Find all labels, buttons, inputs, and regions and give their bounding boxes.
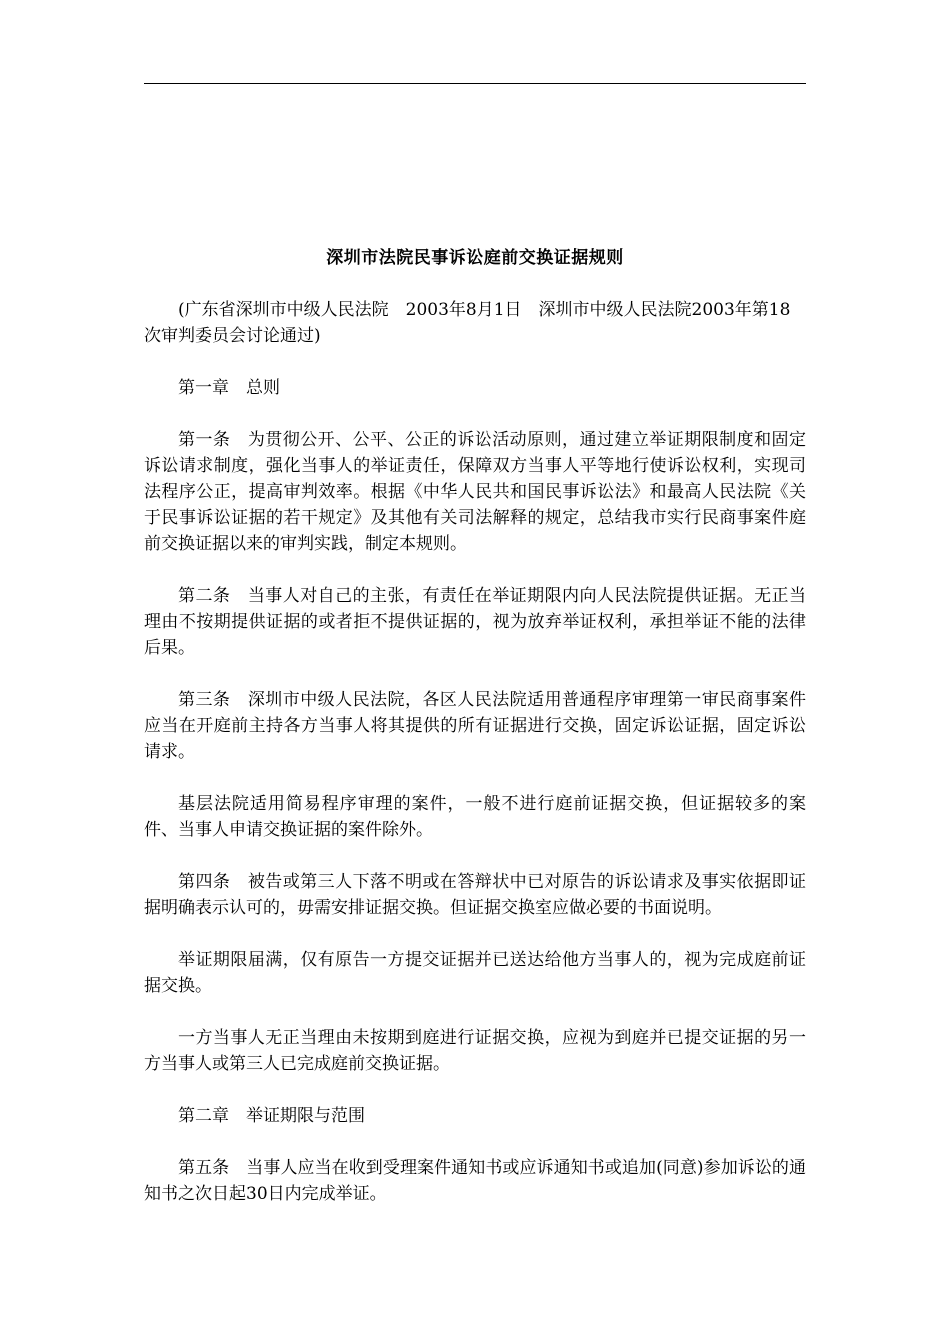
chapter-2-heading: 第二章 举证期限与范围 [178,1106,365,1126]
document-title: 深圳市法院民事诉讼庭前交换证据规则 [326,248,624,268]
article-4-paragraph-3: 一方当事人无正当理由未按期到庭进行证据交换，应视为到庭并已提交证据的另一方当事人或第三人已完成庭前交换证据。 [144,1028,806,1074]
article-3-paragraph-2: 基层法院适用简易程序审理的案件，一般不进行庭前证据交换，但证据较多的案件、当事人申请交换证据的案件除外。 [144,794,806,840]
document-subtitle: (广东省深圳市中级人民法院 2003年8月1日 深圳市中级人民法院2003年第18次审判委员会讨论通过) [144,300,791,346]
article-5: 第五条 当事人应当在收到受理案件通知书或应诉通知书或追加(同意)参加诉讼的通知书之次日起30日内完成举证。 [144,1158,806,1204]
document-body [144,245,806,1233]
article-1: 第一条 为贯彻公开、公平、公正的诉讼活动原则，通过建立举证期限制度和固定诉讼请求制度，强化当事人的举证责任，保障双方当事人平等地行使诉讼权利，实现司法程序公正，提高审判效率。根据《中华人民共和国民事诉讼法》和最高人民法院《关于民事诉讼证据的若干规定》及其他有关司法解释的规定，总结我市实行民商事案件庭前交换证据以来的审判实践，制定本规则。 [144,430,806,554]
chapter-1-heading: 第一章 总则 [178,378,280,398]
article-4: 第四条 被告或第三人下落不明或在答辩状中已对原告的诉讼请求及事实依据即证据明确表示认可的，毋需安排证据交换。但证据交换室应做必要的书面说明。 [144,872,806,918]
header-rule [144,83,806,84]
article-2: 第二条 当事人对自己的主张，有责任在举证期限内向人民法院提供证据。无正当理由不按期提供证据的或者拒不提供证据的，视为放弃举证权利，承担举证不能的法律后果。 [144,586,806,658]
article-4-paragraph-2: 举证期限届满，仅有原告一方提交证据并已送达给他方当事人的，视为完成庭前证据交换。 [144,950,806,996]
article-3: 第三条 深圳市中级人民法院，各区人民法院适用普通程序审理第一审民商事案件应当在开庭前主持各方当事人将其提供的所有证据进行交换，固定诉讼证据，固定诉讼请求。 [144,690,806,762]
